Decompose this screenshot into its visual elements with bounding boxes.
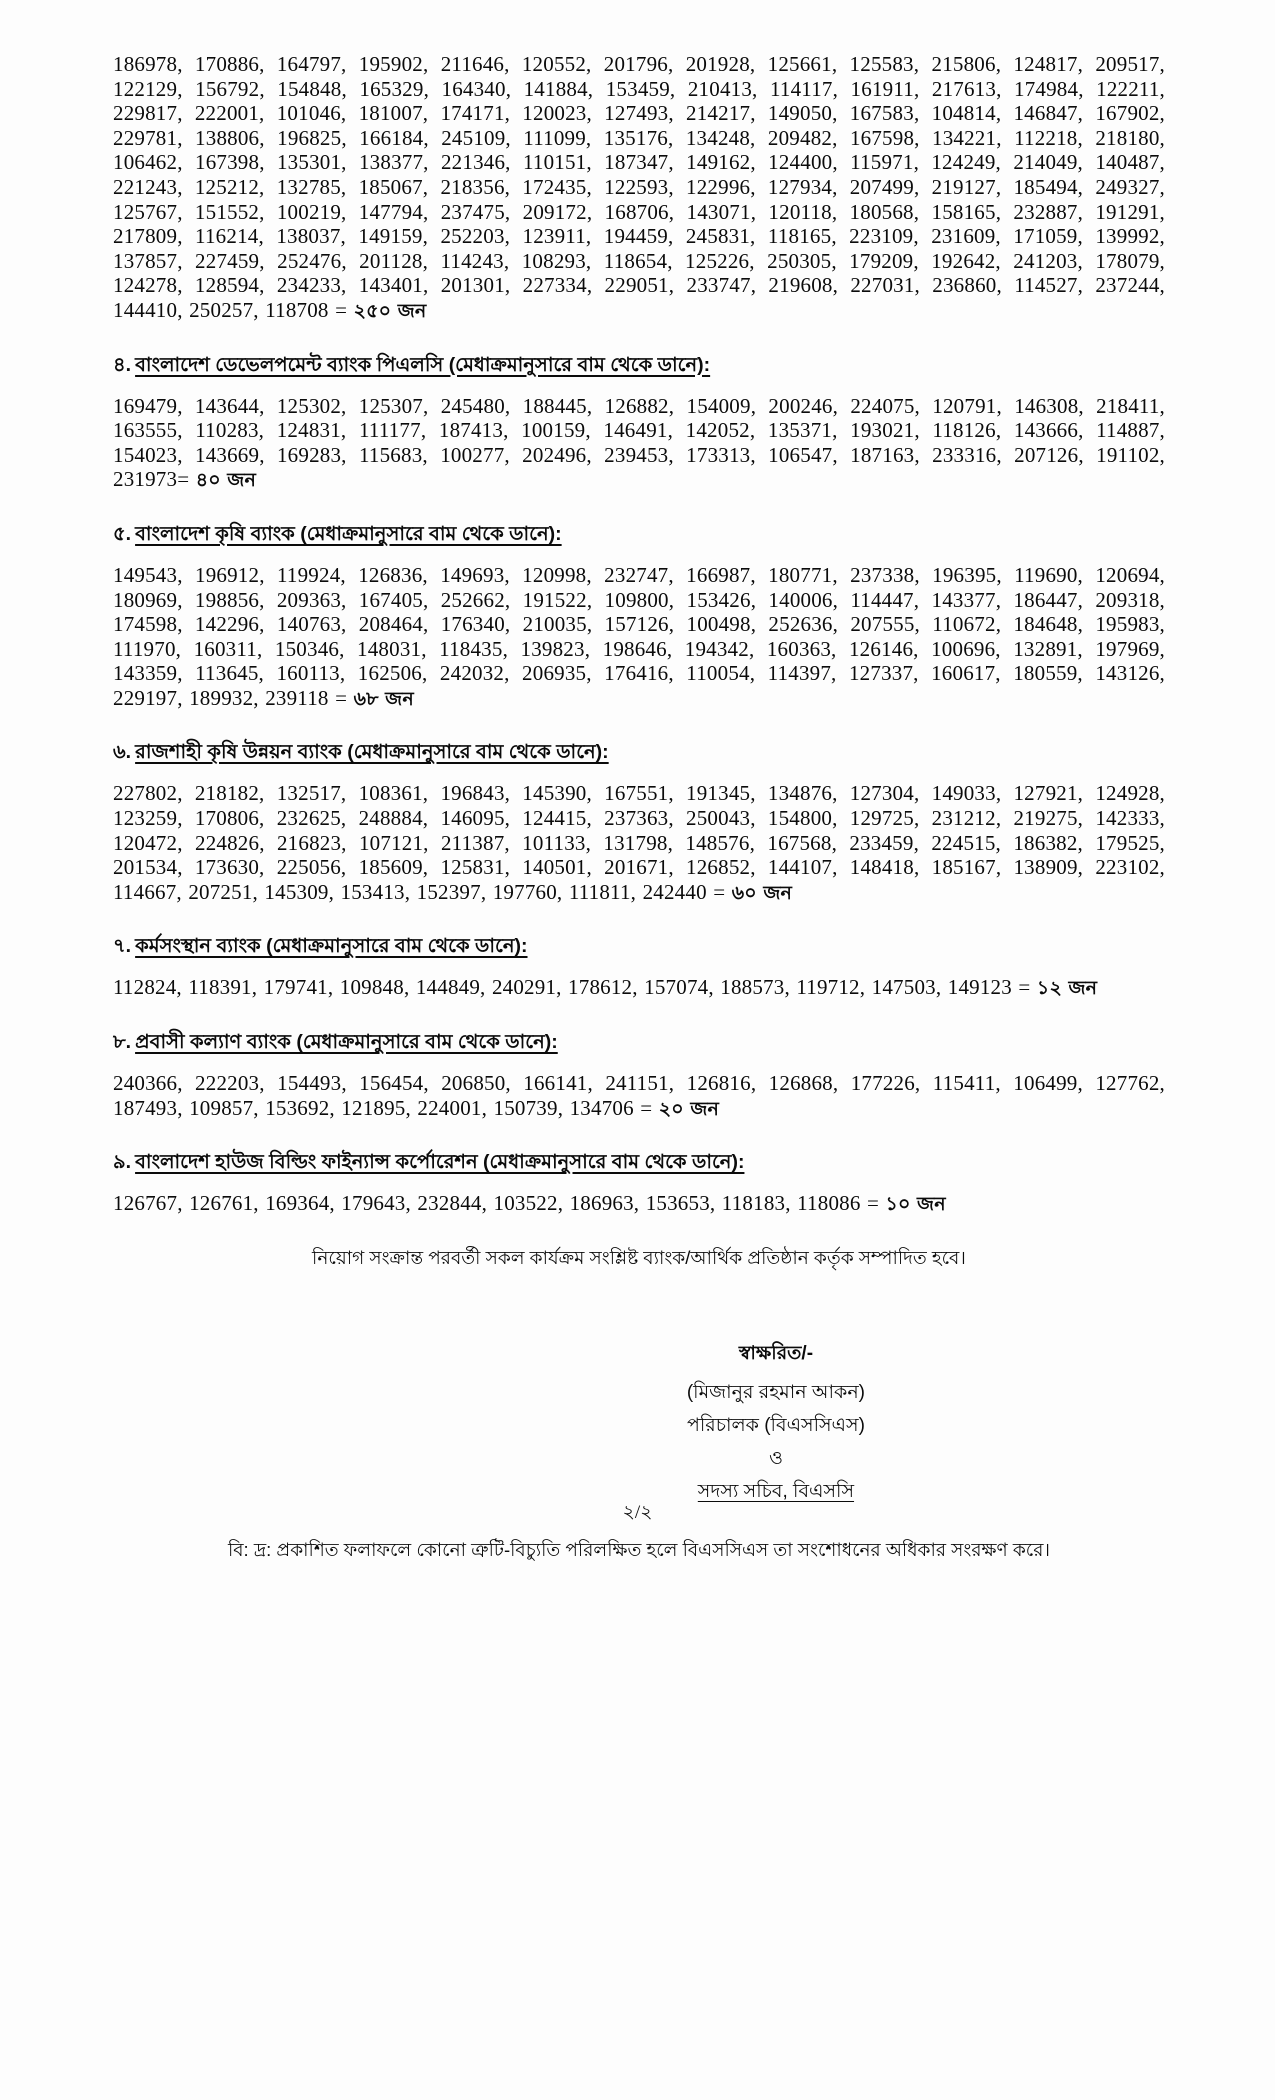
roll-number-list: 169479, 143644, 125302, 125307, 245480, 188445, 126882, 154009, 200246, 224075, 120791, 146308, 218411, 163555, 110283, 124831, 111177, 187413, 100159, 146491, 142052, 135371, 193021, 118126, 143666, 114887, 154023, 143669, 169283, 115683, 100277, 202496, 239453, 173313, 106547, 187163, 233316, 207126, 191102, 231973= (113, 393, 1165, 492)
roll-number-list: 126767, 126761, 169364, 179643, 232844, 103522, 186963, 153653, 118183, 118086 = (113, 1191, 880, 1216)
roll-number-list: 112824, 118391, 179741, 109848, 144849, 240291, 178612, 157074, 188573, 119712, 147503, 149123 = (113, 975, 1031, 1000)
candidate-count: ৬৮ জন (353, 688, 414, 710)
section-number: ৮. (113, 1031, 132, 1054)
section-title: রাজশাহী কৃষি উন্নয়ন ব্যাংক (মেধাক্রমানুসারে বাম থেকে ডানে): (135, 741, 609, 764)
signatory-name: (মিজানুর রহমান আকন) (686, 1381, 865, 1403)
process-note: নিয়োগ সংক্রান্ত পরবর্তী সকল কার্যক্রম সংশ্লিষ্ট ব্যাংক/আর্থিক প্রতিষ্ঠান কর্তৃক সম্পাদিত হবে। (312, 1246, 966, 1268)
page-number: ২/২ (622, 1502, 653, 1523)
section-number: ৭. (113, 935, 132, 958)
section-number: ৬. (113, 741, 132, 764)
section-title: প্রবাসী কল্যাণ ব্যাংক (মেধাক্রমানুসারে বাম থেকে ডানে): (135, 1031, 558, 1054)
section-heading-bank-8 (113, 1030, 1165, 1054)
signatory-designation: পরিচালক (বিএসসিএস) (686, 1414, 865, 1436)
roll-numbers-bank-7 (113, 975, 1165, 1002)
section-number: ৪. (113, 353, 132, 376)
candidate-count: ১০ জন (885, 1194, 946, 1216)
continuation-roll-numbers (113, 52, 1165, 325)
candidate-count: ৪০ জন (195, 470, 257, 492)
candidate-count: ২৫০ জন (353, 300, 427, 322)
candidate-count: ২০ জন (658, 1098, 720, 1120)
section-title: বাংলাদেশ ডেভেলপমেন্ট ব্যাংক পিএলসি (মেধাক্রমানুসারে বাম থেকে ডানে): (135, 353, 711, 376)
section-title: বাংলাদেশ হাউজ বিল্ডিং ফাইন্যান্স কর্পোরেশন (মেধাক্রমানুসারে বাম থেকে ডানে): (135, 1151, 745, 1174)
section-title: কর্মসংস্থান ব্যাংক (মেধাক্রমানুসারে বাম থেকে ডানে): (135, 935, 528, 958)
section-heading-bank-7 (113, 934, 1165, 958)
candidate-count: ১২ জন (1036, 978, 1098, 1000)
roll-number-list: 227802, 218182, 132517, 108361, 196843, 145390, 167551, 191345, 134876, 127304, 149033, 127921, 124928, 123259, 170806, 232625, 248884, 146095, 124415, 237363, 250043, 154800, 129725, 231212, 219275, 142333, 120472, 224826, 216823, 107121, 211387, 101133, 131798, 148576, 167568, 233459, 224515, 186382, 179525, 201534, 173630, 225056, 185609, 125831, 140501, 201671, 126852, 144107, 148418, 185167, 138909, 223102, 114667, 207251, 145309, 153413, 152397, 197760, 111811, 242440 = (113, 781, 1165, 904)
signatory-secondary-designation: সদস্য সচিব, বিএসসি (697, 1480, 855, 1502)
roll-number-list: 149543, 196912, 119924, 126836, 149693, 120998, 232747, 166987, 180771, 237338, 196395, 119690, 120694, 180969, 198856, 209363, 167405, 252662, 191522, 109800, 153426, 140006, 114447, 143377, 186447, 209318, 174598, 142296, 140763, 208464, 176340, 210035, 157126, 100498, 252636, 207555, 110672, 184648, 195983, 111970, 160311, 150346, 148031, 118435, 139823, 198646, 194342, 160363, 126146, 100696, 132891, 197969, 143359, 113645, 160113, 162506, 242032, 206935, 176416, 110054, 114397, 127337, 160617, 180559, 143126, 229197, 189932, 239118 = (113, 562, 1165, 710)
section-number: ৫. (113, 522, 132, 545)
section-heading-bank-6 (113, 740, 1165, 764)
disclaimer-note: বি: দ্র: প্রকাশিত ফলাফলে কোনো ত্রুটি-বিচ্যুতি পরিলক্ষিত হলে বিএসসিএস তা সংশোধনের অধিকার সংরক্ষণ করে। (227, 1538, 1051, 1560)
roll-numbers-bank-6 (113, 781, 1165, 906)
section-number: ৯. (113, 1151, 132, 1174)
conjunction: ও (768, 1447, 783, 1469)
signed-label: স্বাক্ষরিত/- (738, 1342, 814, 1364)
candidate-count: ৬০ জন (731, 882, 793, 904)
roll-numbers-bank-8 (113, 1071, 1165, 1122)
roll-numbers-bank-9 (113, 1191, 1165, 1218)
roll-number-list: 186978, 170886, 164797, 195902, 211646, 120552, 201796, 201928, 125661, 125583, 215806, 124817, 209517, 122129, 156792, 154848, 165329, 164340, 141884, 153459, 210413, 114117, 161911, 217613, 174984, 122211, 229817, 222001, 101046, 181007, 174171, 120023, 127493, 214217, 149050, 167583, 104814, 146847, 167902, 229781, 138806, 196825, 166184, 245109, 111099, 135176, 134248, 209482, 167598, 134221, 112218, 218180, 106462, 167398, 135301, 138377, 221346, 110151, 187347, 149162, 124400, 115971, 124249, 214049, 140487, 221243, 125212, 132785, 185067, 218356, 172435, 122593, 122996, 127934, 207499, 219127, 185494, 249327, 125767, 151552, 100219, 147794, 237475, 209172, 168706, 143071, 120118, 180568, 158165, 232887, 191291, 217809, 116214, 138037, 149159, 252203, 123911, 194459, 245831, 118165, 223109, 231609, 171059, 139992, 137857, 227459, 252476, 201128, 114243, 108293, 118654, 125226, 250305, 179209, 192642, 241203, 178079, 124278, 128594, 234233, 143401, 201301, 227334, 229051, 233747, 219608, 227031, 236860, 114527, 237244, 144410, 250257, 118708 = (113, 52, 1165, 322)
roll-numbers-bank-4 (113, 394, 1165, 494)
section-heading-bank-5 (113, 522, 1165, 546)
document-content (113, 52, 1165, 1567)
roll-number-list: 240366, 222203, 154493, 156454, 206850, 166141, 241151, 126816, 126868, 177226, 115411, 106499, 127762, 187493, 109857, 153692, 121895, 224001, 150739, 134706 = (113, 1071, 1165, 1120)
section-title: বাংলাদেশ কৃষি ব্যাংক (মেধাক্রমানুসারে বাম থেকে ডানে): (135, 522, 562, 545)
roll-numbers-bank-5 (113, 563, 1165, 713)
signature-block (687, 1337, 865, 1508)
section-heading-bank-9 (113, 1150, 1165, 1174)
section-heading-bank-4 (113, 353, 1165, 377)
